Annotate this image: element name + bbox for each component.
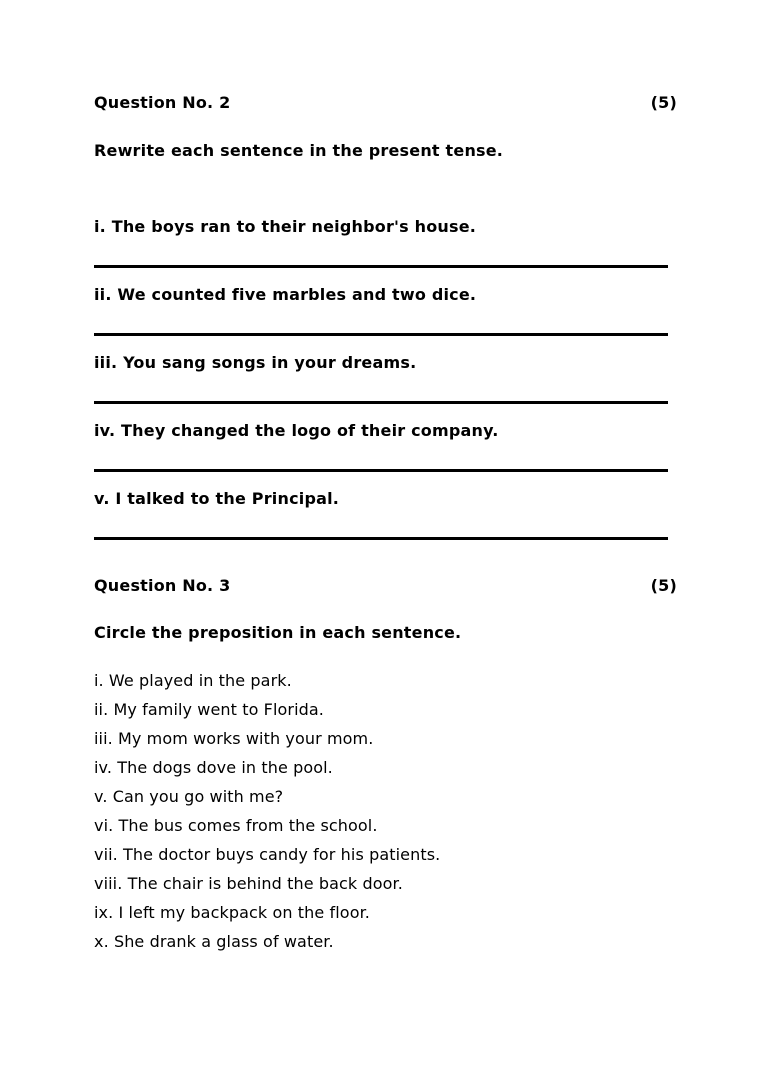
question-3-title: Question No. 3 [94, 576, 231, 595]
sentence-text: iv. They changed the logo of their company. [94, 421, 499, 440]
preposition-sentence: i. We played in the park. [94, 671, 292, 690]
answer-line [94, 265, 668, 268]
preposition-sentence: ii. My family went to Florida. [94, 700, 324, 719]
sentence-text: v. I talked to the Principal. [94, 489, 340, 508]
rewrite-item [94, 353, 677, 404]
preposition-sentence: iv. The dogs dove in the pool. [94, 758, 333, 777]
sentence-text: ii. We counted five marbles and two dice. [94, 285, 477, 304]
question-2-items [94, 217, 677, 540]
rewrite-item [94, 217, 677, 268]
answer-line [94, 401, 668, 404]
worksheet-content [94, 93, 677, 956]
question-3-items [94, 666, 677, 956]
question-3-header [94, 576, 677, 596]
question-2-title: Question No. 2 [94, 93, 231, 112]
rewrite-item [94, 421, 677, 472]
preposition-sentence: x. She drank a glass of water. [94, 932, 334, 951]
preposition-sentence: ix. I left my backpack on the floor. [94, 903, 370, 922]
preposition-sentence: viii. The chair is behind the back door. [94, 874, 403, 893]
rewrite-item [94, 285, 677, 336]
preposition-sentence: vi. The bus comes from the school. [94, 816, 378, 835]
question-2-marks: (5) [650, 93, 677, 112]
answer-line [94, 537, 668, 540]
preposition-sentence: vii. The doctor buys candy for his patients. [94, 845, 441, 864]
question-2-header [94, 93, 677, 113]
sentence-text: i. The boys ran to their neighbor's house. [94, 217, 477, 236]
answer-line [94, 469, 668, 472]
answer-line [94, 333, 668, 336]
preposition-sentence: v. Can you go with me? [94, 787, 284, 806]
rewrite-item [94, 489, 677, 540]
sentence-text: iii. You sang songs in your dreams. [94, 353, 417, 372]
question-2-instruction: Rewrite each sentence in the present tense. [94, 141, 504, 160]
question-3-instruction: Circle the preposition in each sentence. [94, 623, 462, 642]
question-3-marks: (5) [650, 576, 677, 595]
preposition-sentence: iii. My mom works with your mom. [94, 729, 374, 748]
